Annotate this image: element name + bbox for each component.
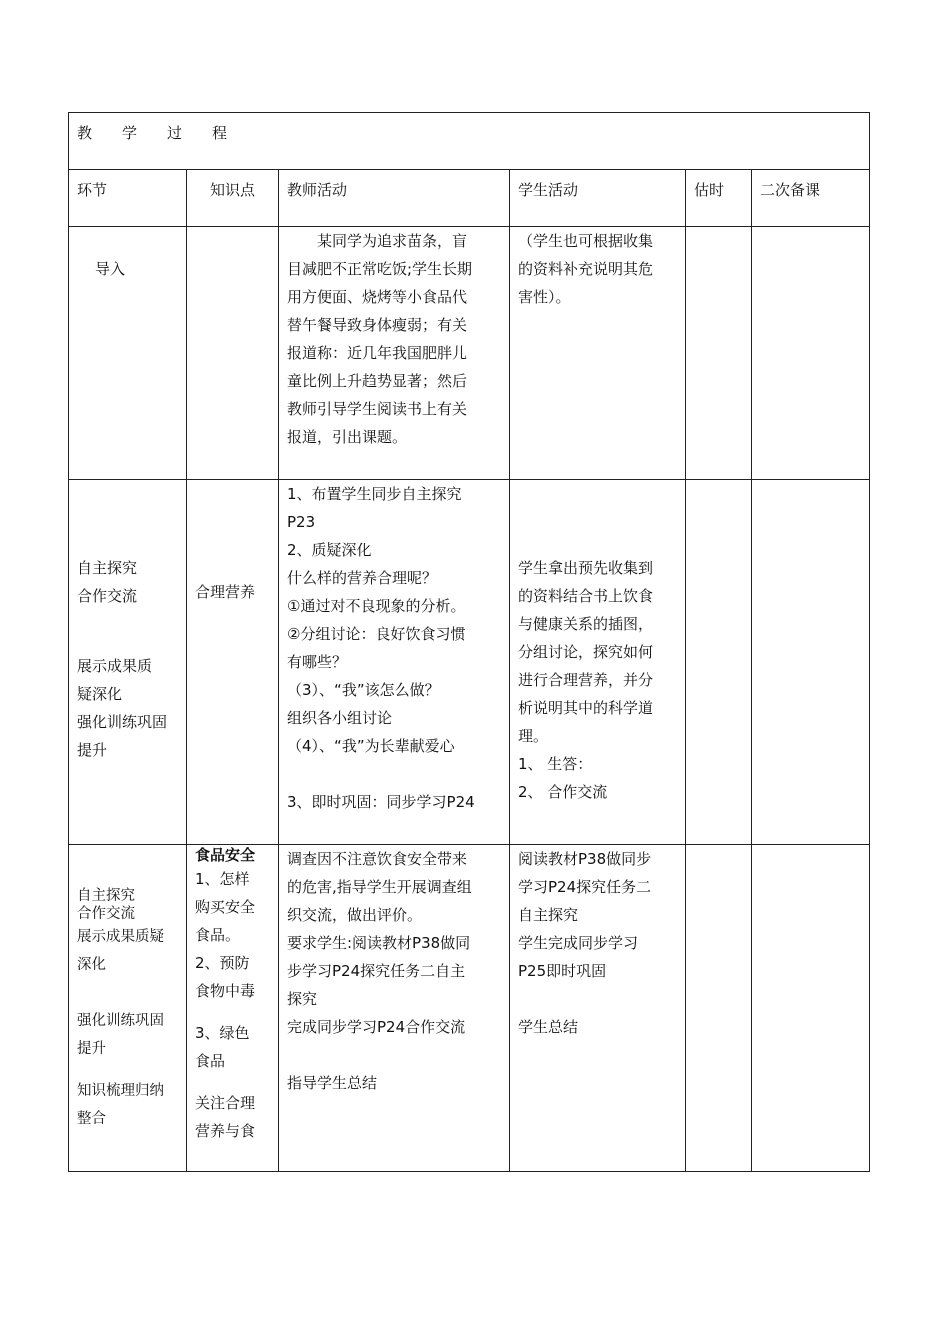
text-line: 购买安全 <box>195 898 256 916</box>
revision-cell <box>752 845 870 1172</box>
text-line: 学生拿出预先收集到 <box>518 559 654 577</box>
text-line: 营养与食 <box>195 1122 256 1140</box>
header-row <box>69 170 870 227</box>
text-line: 某同学为追求苗条，盲 <box>317 232 468 250</box>
header-revision: 二次备课 <box>752 170 870 227</box>
header-stage: 环节 <box>69 170 187 227</box>
text-line: 的危害,指导学生开展调查组 <box>287 878 472 896</box>
text-line: 整合 <box>77 1111 106 1127</box>
text-line: 食物中毒 <box>195 982 256 1000</box>
text-line: 自主探究 <box>77 888 135 904</box>
teacher-cell <box>279 227 510 480</box>
text-line: 食品 <box>195 1052 226 1070</box>
text-line: 提升 <box>77 741 108 759</box>
text-line: 3、即时巩固：同步学习P24 <box>287 793 475 811</box>
text-line: ②分组讨论：良好饮食习惯 <box>287 625 466 643</box>
text-line: 童比例上升趋势显著；然后 <box>287 372 468 390</box>
knowledge-cell <box>187 227 279 480</box>
knowledge-cell <box>187 480 279 845</box>
text-line: 报道称：近几年我国肥胖儿 <box>287 344 468 362</box>
text-line: 分组讨论，探究如何 <box>518 643 654 661</box>
text-line: 1、怎样 <box>195 870 250 888</box>
text-line: 疑深化 <box>77 685 123 703</box>
text-line: 组织各小组讨论 <box>287 709 393 727</box>
stage-cell <box>69 480 187 845</box>
header-teacher: 教师活动 <box>279 170 510 227</box>
knowledge-label: 合理营养 <box>195 583 256 601</box>
text-line: 完成同步学习P24合作交流 <box>287 1018 466 1036</box>
text-line: 合作交流 <box>77 587 138 605</box>
stage-cell <box>69 227 187 480</box>
text-line: 与健康关系的插图， <box>518 615 654 633</box>
text-line: 学生完成同步学习 <box>518 934 639 952</box>
teacher-cell <box>279 845 510 1172</box>
text-line: 3、绿色 <box>195 1024 250 1042</box>
knowledge-title: 食品安全 <box>195 846 256 864</box>
text-line: 的资料结合书上饮食 <box>518 587 654 605</box>
text-line: 提升 <box>77 1041 106 1057</box>
text-line: 什么样的营养合理呢？ <box>287 569 438 587</box>
text-line: 织交流，做出评价。 <box>287 906 423 924</box>
header-knowledge: 知识点 <box>187 170 279 227</box>
text-line: 强化训练巩固 <box>77 1013 164 1029</box>
text-line: 强化训练巩固 <box>77 713 168 731</box>
text-line: 自主探究 <box>77 559 138 577</box>
text-line: （3）、“我”该怎么做？ <box>287 681 440 699</box>
text-line: 阅读教材P38做同步 <box>518 850 652 868</box>
time-cell <box>686 480 752 845</box>
text-line: 自主探究 <box>518 906 579 924</box>
text-line: P25即时巩固 <box>518 962 607 980</box>
revision-cell <box>752 227 870 480</box>
text-line: 有哪些？ <box>287 653 348 671</box>
student-cell <box>510 480 686 845</box>
text-line: 食品。 <box>195 926 241 944</box>
title-char: 学 <box>122 124 140 142</box>
teacher-cell <box>279 480 510 845</box>
text-line: 要求学生:阅读教材P38做同 <box>287 934 471 952</box>
text-line: 探究 <box>287 990 318 1008</box>
text-line: 步学习P24探究任务二自主 <box>287 962 466 980</box>
text-line: P23 <box>287 513 316 531</box>
time-cell <box>686 227 752 480</box>
text-line: 知识梳理归纳 <box>77 1083 164 1099</box>
text-line: 展示成果质疑 <box>77 929 164 945</box>
student-cell <box>510 227 686 480</box>
text-line: 学生总结 <box>518 1018 579 1036</box>
text-line: 目减肥不正常吃饭;学生长期 <box>287 260 473 278</box>
text-line: 合作交流 <box>77 906 135 922</box>
lesson-table <box>68 112 870 1172</box>
text-line: 学习P24探究任务二 <box>518 878 652 896</box>
knowledge-cell <box>187 845 279 1172</box>
text-line: 1、布置学生同步自主探究 <box>287 485 462 503</box>
text-line: ①通过对不良现象的分析。 <box>287 597 466 615</box>
title-char: 过 <box>167 124 185 142</box>
text-line: 教师引导学生阅读书上有关 <box>287 400 468 418</box>
revision-cell <box>752 480 870 845</box>
text-line: 2、 合作交流 <box>518 783 608 801</box>
text-line: 指导学生总结 <box>287 1074 378 1092</box>
text-line: 理。 <box>518 727 549 745</box>
section-title <box>69 113 870 170</box>
title-char: 教 <box>77 124 95 142</box>
text-line: 深化 <box>77 957 106 973</box>
text-line: 调查因不注意饮食安全带来 <box>287 850 468 868</box>
text-line: 2、预防 <box>195 954 250 972</box>
time-cell <box>686 845 752 1172</box>
table-row <box>69 480 870 845</box>
stage-label: 导入 <box>95 260 126 278</box>
text-line: 2、质疑深化 <box>287 541 372 559</box>
text-line: （4）、“我”为长辈献爱心 <box>287 737 455 755</box>
stage-cell <box>69 845 187 1172</box>
text-line: 展示成果质 <box>77 657 153 675</box>
text-line: 析说明其中的科学道 <box>518 699 654 717</box>
text-line: 进行合理营养，并分 <box>518 671 654 689</box>
text-line: 害性）。 <box>518 288 571 306</box>
text-line: 1、 生答： <box>518 755 593 773</box>
text-line: 替午餐导致身体瘦弱；有关 <box>287 316 468 334</box>
table-row <box>69 845 870 1172</box>
text-line: 关注合理 <box>195 1094 256 1112</box>
text-line: 的资料补充说明其危 <box>518 260 654 278</box>
table-row <box>69 227 870 480</box>
header-time: 估时 <box>686 170 752 227</box>
text-line: 报道，引出课题。 <box>287 428 408 446</box>
text-line: 用方便面、烧烤等小食品代 <box>287 288 468 306</box>
text-line: （学生也可根据收集 <box>518 232 654 250</box>
student-cell <box>510 845 686 1172</box>
header-student: 学生活动 <box>510 170 686 227</box>
title-char: 程 <box>212 124 230 142</box>
